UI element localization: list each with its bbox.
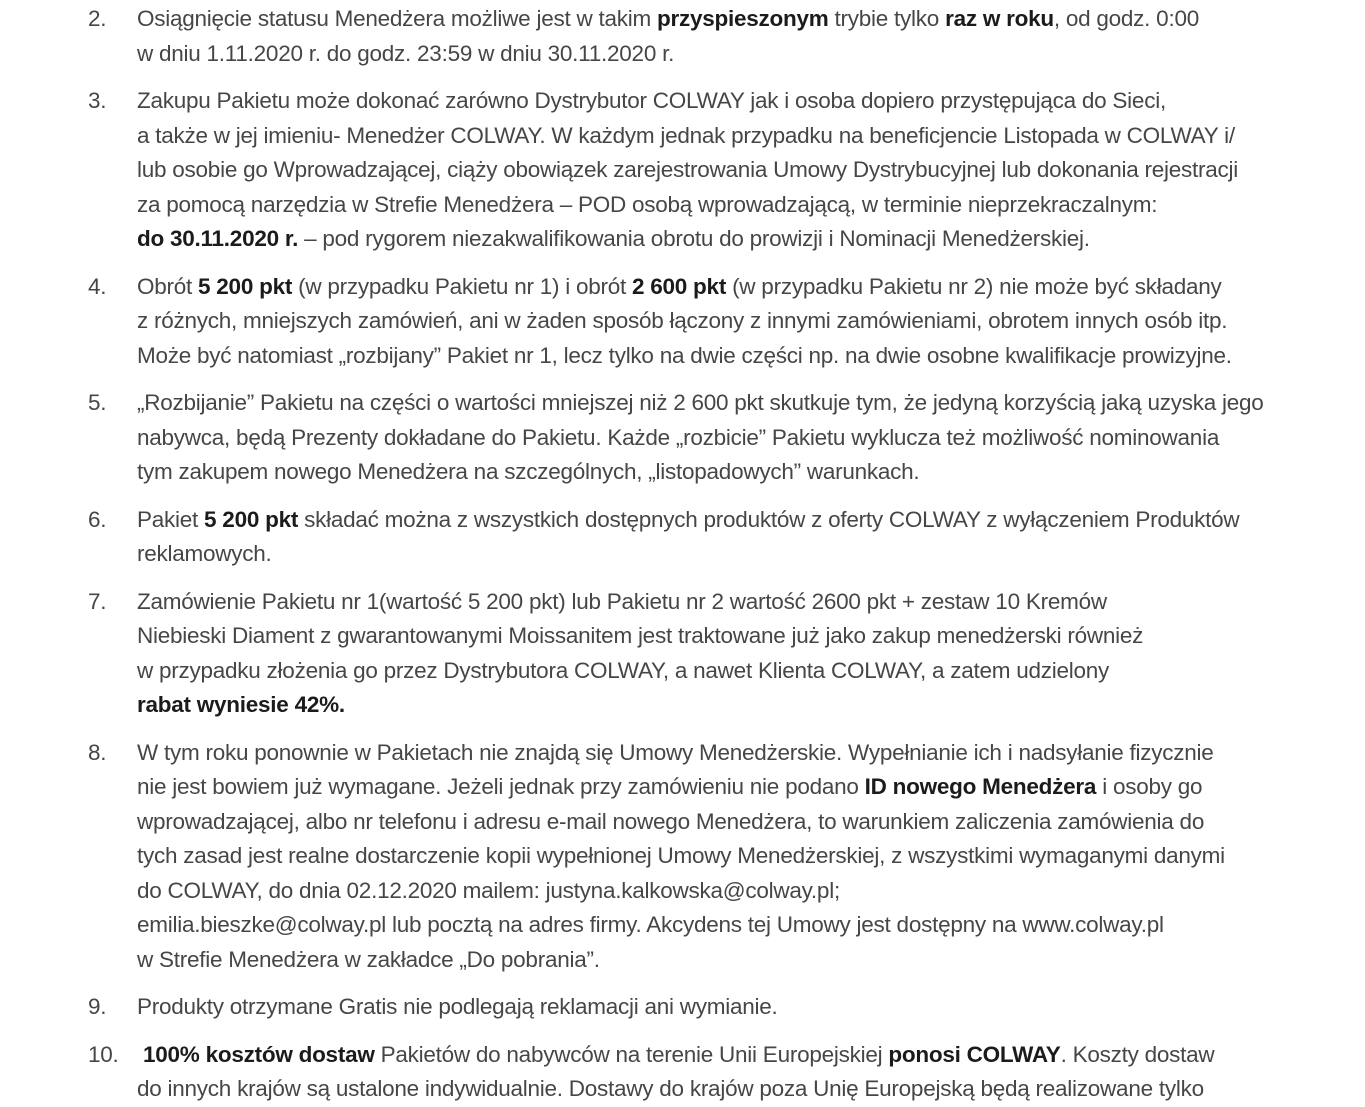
bold-text-run: 2 600 pkt bbox=[632, 273, 727, 299]
text-run: w dniu 1.11.2020 r. do godz. 23:59 w dniu 30.11.2020 r. bbox=[137, 40, 675, 66]
text-run: „Rozbijanie” Pakietu na części o wartości mniejszej niż 2 600 pkt skutkuje tym, że jedyną korzyścią jaką uzyska jego bbox=[137, 390, 1264, 415]
item-number: 10. bbox=[88, 1041, 119, 1067]
text-run: Może być natomiast „rozbijany” Pakiet nr 1, lecz tylko na dwie części np. na dwie osobne kwalifikacje prowizyjne. bbox=[137, 342, 1232, 368]
item-text bbox=[137, 270, 1345, 374]
item-number: 7. bbox=[88, 588, 107, 614]
text-run: za pomocą narzędzia w Strefie Menedżera – POD osobą wprowadzającą, w terminie nieprzekraczalnym: bbox=[137, 191, 1158, 217]
list-item bbox=[88, 990, 1345, 1025]
text-run: lub osobie go Wprowadzającej, ciąży obowiązek zarejestrowania Umowy Dystrybucyjnej lub dokonania rejestracji bbox=[137, 157, 1239, 182]
item-text bbox=[137, 990, 1345, 1025]
list-item bbox=[88, 503, 1345, 572]
list-item bbox=[88, 84, 1345, 257]
text-run: Osiągnięcie statusu Menedżera możliwe jest w takim bbox=[137, 6, 657, 31]
text-run: tym zakupem nowego Menedżera na szczególnych, „listopadowych” warunkach. bbox=[137, 459, 920, 484]
text-run: a także w jej imieniu- Menedżer COLWAY. W każdym jednak przypadku na beneficjencie Listopada w COLWAY i/ bbox=[137, 122, 1235, 148]
list-item bbox=[88, 736, 1345, 978]
item-text bbox=[137, 736, 1345, 978]
item-text bbox=[137, 585, 1345, 723]
text-run: i osoby go bbox=[1096, 774, 1203, 799]
text-run: wprowadzającej, albo nr telefonu i adresu e-mail nowego Menedżera, to warunkiem zaliczenia zamówienia do bbox=[137, 808, 1205, 834]
bold-text-run: ID nowego Menedżera bbox=[864, 774, 1097, 799]
list-item bbox=[88, 270, 1345, 374]
list-item bbox=[88, 585, 1345, 723]
item-number: 2. bbox=[88, 6, 107, 31]
bold-text-run: raz w roku bbox=[945, 6, 1054, 31]
text-run: W tym roku ponownie w Pakietach nie znajdą się Umowy Menedżerskie. Wypełnianie ich i nadsyłanie fizycznie bbox=[137, 739, 1214, 765]
item-text bbox=[137, 386, 1345, 490]
item-text bbox=[137, 503, 1345, 572]
bold-text-run: rabat wyniesie 42%. bbox=[137, 692, 345, 717]
text-run: reklamowych. bbox=[137, 541, 272, 566]
text-run: Zakupu Pakietu może dokonać zarówno Dystrybutor COLWAY jak i osoba dopiero przystępująca do Sieci, bbox=[137, 88, 1166, 113]
bold-text-run: przyspieszonym bbox=[656, 6, 829, 31]
text-run: Niebieski Diament z gwarantowanymi Moissanitem jest traktowane już jako zakup menedżerski również bbox=[137, 623, 1144, 648]
text-run: . Koszty dostaw bbox=[1060, 1041, 1215, 1067]
text-run: Pakiet bbox=[137, 506, 205, 532]
bold-text-run: 5 200 pkt bbox=[198, 273, 293, 299]
item-text bbox=[137, 1038, 1345, 1107]
item-number: 4. bbox=[88, 273, 107, 299]
text-run: do innych krajów są ustalone indywidualnie. Dostawy do krajów poza Unię Europejską będą realizowane tylko bbox=[137, 1076, 1204, 1101]
bold-text-run: 100% kosztów dostaw bbox=[143, 1041, 375, 1067]
rules-list bbox=[88, 2, 1345, 1107]
item-number: 5. bbox=[88, 390, 107, 415]
text-run: Obrót bbox=[137, 273, 199, 299]
text-run: składać można z wszystkich dostępnych produktów z oferty COLWAY z wyłączeniem Produktów bbox=[298, 506, 1240, 532]
list-item bbox=[88, 2, 1345, 71]
text-run: trybie tylko bbox=[828, 6, 946, 31]
text-run: emilia.bieszke@colway.pl lub pocztą na adres firmy. Akcydens tej Umowy jest dostępny na www.colway.pl bbox=[137, 912, 1164, 937]
item-number: 6. bbox=[88, 506, 107, 532]
bold-text-run: do 30.11.2020 r. bbox=[137, 226, 299, 251]
text-run: w przypadku złożenia go przez Dystrybutora COLWAY, a nawet Klienta COLWAY, a zatem udzielony bbox=[137, 657, 1110, 683]
item-text bbox=[137, 2, 1345, 71]
item-number: 9. bbox=[88, 994, 107, 1019]
list-item bbox=[88, 1038, 1345, 1107]
bold-text-run: ponosi COLWAY bbox=[888, 1041, 1061, 1067]
text-run: (w przypadku Pakietu nr 2) nie może być składany bbox=[726, 273, 1222, 299]
list-item bbox=[88, 386, 1345, 490]
text-run: (w przypadku Pakietu nr 1) i obrót bbox=[292, 273, 632, 299]
text-run: – pod rygorem niezakwalifikowania obrotu do prowizji i Nominacji Menedżerskiej. bbox=[298, 226, 1090, 251]
text-run: w Strefie Menedżera w zakładce „Do pobrania”. bbox=[137, 946, 600, 972]
text-run: Produkty otrzymane Gratis nie podlegają reklamacji ani wymianie. bbox=[137, 994, 778, 1019]
text-run: , od godz. 0:00 bbox=[1053, 6, 1199, 31]
text-run: tych zasad jest realne dostarczenie kopii wypełnionej Umowy Menedżerskiej, z wszystkimi wymaganymi danymi bbox=[137, 843, 1225, 868]
text-run: do COLWAY, do dnia 02.12.2020 mailem: justyna.kalkowska@colway.pl; bbox=[137, 877, 840, 903]
item-number: 3. bbox=[88, 88, 107, 113]
text-run: nabywca, będą Prezenty dokładane do Pakietu. Każde „rozbicie” Pakietu wyklucza też możliwość nominowania bbox=[137, 424, 1220, 450]
text-run: nie jest bowiem już wymagane. Jeżeli jednak przy zamówieniu nie podano bbox=[137, 774, 865, 799]
text-run: Zamówienie Pakietu nr 1(wartość 5 200 pkt) lub Pakietu nr 2 wartość 2600 pkt + zestaw 10 Kremów bbox=[137, 588, 1107, 614]
text-run: z różnych, mniejszych zamówień, ani w żaden sposób łączony z innymi zamówieniami, obrotem innych osób itp. bbox=[137, 308, 1228, 333]
item-number: 8. bbox=[88, 739, 107, 765]
text-run: Pakietów do nabywców na terenie Unii Europejskiej bbox=[374, 1041, 889, 1067]
item-text bbox=[137, 84, 1345, 257]
bold-text-run: 5 200 pkt bbox=[204, 506, 299, 532]
